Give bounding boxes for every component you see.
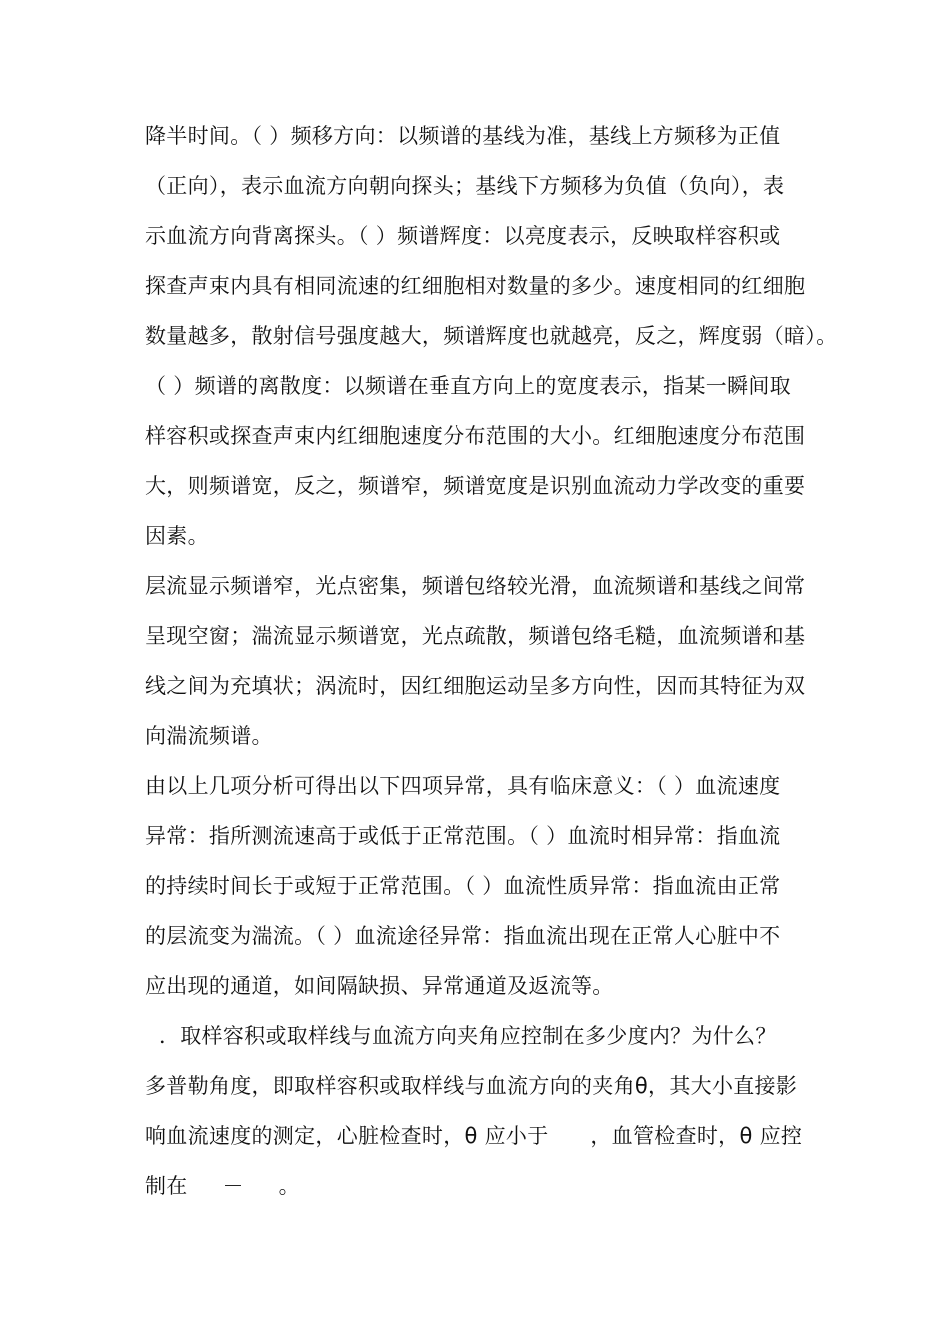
text-line: 响血流速度的测定，心脏检查时，θ 应小于 ，血管检查时，θ 应控: [145, 1124, 803, 1148]
text-line: 因素。: [145, 524, 209, 548]
question-line: ．取样容积或取样线与血流方向夹角应控制在多少度内？为什么？: [145, 1024, 777, 1048]
text-line: 数量越多，散射信号强度越大，频谱辉度也就越亮，反之，辉度弱（暗）。: [145, 324, 838, 348]
text-line: 探查声束内具有相同流速的红细胞相对数量的多少。速度相同的红细胞: [145, 274, 806, 298]
text-line: 向湍流频谱。: [145, 724, 273, 748]
text-line: 由以上几项分析可得出以下四项异常，具有临床意义：（ ）血流速度: [145, 774, 781, 798]
text-line: 线之间为充填状；涡流时，因红细胞运动呈多方向性，因而其特征为双: [145, 674, 806, 698]
text-line: 异常：指所测流速高于或低于正常范围。（ ）血流时相异常：指血流: [145, 824, 781, 848]
text-line: 层流显示频谱窄，光点密集，频谱包络较光滑，血流频谱和基线之间常: [145, 574, 806, 598]
text-line: （正向），表示血流方向朝向探头；基线下方频移为负值（负向），表: [145, 174, 785, 198]
text-line: 样容积或探查声束内红细胞速度分布范围的大小。红细胞速度分布范围: [145, 424, 806, 448]
text-line: 降半时间。（ ）频移方向：以频谱的基线为准，基线上方频移为正值: [145, 124, 781, 148]
text-line: 的层流变为湍流。（ ）血流途径异常：指血流出现在正常人心脏中不: [145, 924, 781, 948]
text-line: 示血流方向背离探头。（ ）频谱辉度：以亮度表示，反映取样容积或: [145, 224, 781, 248]
text-line: 呈现空窗；湍流显示频谱宽，光点疏散，频谱包络毛糙，血流频谱和基: [145, 624, 806, 648]
text-line: 应出现的通道，如间隔缺损、异常通道及返流等。: [145, 974, 614, 998]
text-line: 的持续时间长于或短于正常范围。（ ）血流性质异常：指血流由正常: [145, 874, 781, 898]
text-line: 制在 － 。: [145, 1174, 300, 1198]
text-line: 大，则频谱宽，反之，频谱窄，频谱宽度是识别血流动力学改变的重要: [145, 474, 806, 498]
text-line: 多普勒角度，即取样容积或取样线与血流方向的夹角θ，其大小直接影: [145, 1074, 798, 1098]
text-line: （ ）频谱的离散度：以频谱在垂直方向上的宽度表示，指某一瞬间取: [145, 374, 791, 398]
